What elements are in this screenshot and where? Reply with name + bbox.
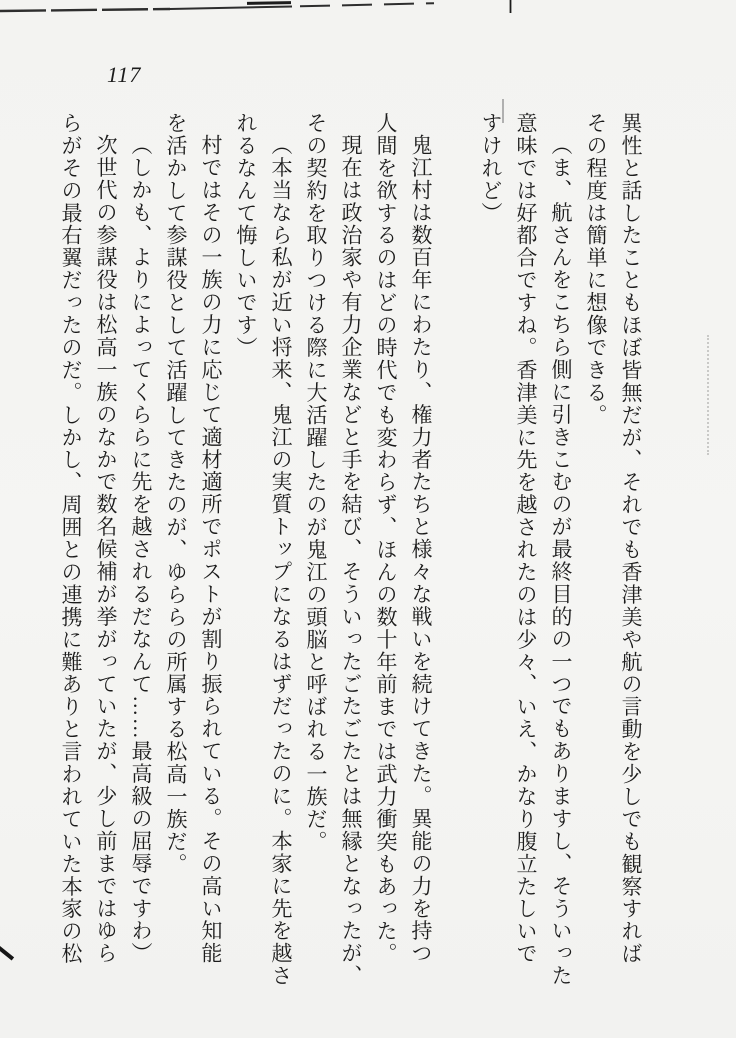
scan-edge-line — [0, 0, 736, 20]
text-line: その程度は簡単に想像できる。 — [584, 112, 608, 427]
text-line: （しかも、よりによってくららに先を越されるだなんて……最高級の屈辱ですわ） — [129, 134, 153, 965]
text-line: すけれど） — [479, 112, 503, 225]
blank-line — [438, 112, 473, 987]
scan-artifact-corner — [0, 945, 14, 960]
text-line: 鬼江村は数百年にわたり、権力者たちと様々な戦いを続けてきた。異能の力を持つ — [409, 134, 433, 965]
text-line: 村ではその一族の力に応じて適材適所でポストが割り振られている。その高い知能 — [199, 134, 223, 965]
scan-artifact-dotted-line — [707, 335, 709, 455]
text-line: （本当なら私が近い将来、鬼江の実質トップになるはずだったのに。本家に先を越さ — [269, 134, 293, 988]
page-text — [53, 112, 648, 987]
text-line: 人間を欲するのはどの時代でも変わらず、ほんの数十年前までは武力衝突もあった。 — [374, 112, 398, 966]
page-number: 117 — [107, 62, 142, 87]
text-line: らがその最右翼だったのだ。しかし、周囲との連携に難ありと言われていた本家の松 — [59, 112, 83, 966]
text-line: 意味では好都合ですね。香津美に先を越されたのは少々、いえ、かなり腹立たしいで — [514, 112, 538, 966]
text-line: 異性と話したこともほぼ皆無だが、それでも香津美や航の言動を少しでも観察すれば — [619, 112, 643, 966]
text-line: を活かして参謀役として活躍してきたのが、ゆららの所属する松高一族だ。 — [164, 112, 188, 876]
text-line: 次世代の参謀役は松高一族のなかで数名候補が挙がっていたが、少し前まではゆら — [94, 134, 118, 965]
text-line: （ま、航さんをこちら側に引きこむのが最終目的の一つでもありますし、そういった — [549, 134, 573, 988]
text-line: 現在は政治家や有力企業などと手を結び、そういったごたごたとは無縁となったが、 — [339, 134, 363, 988]
text-line: その契約を取りつける際に大活躍したのが鬼江の頭脳と呼ばれる一族だ。 — [304, 112, 328, 853]
text-line: れるなんて悔しいです） — [234, 112, 258, 359]
